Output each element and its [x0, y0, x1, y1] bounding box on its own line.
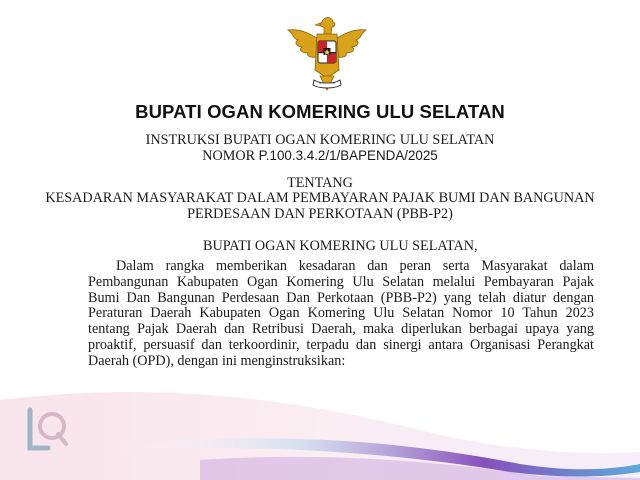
instruction-number: [0, 148, 640, 165]
lq-watermark-logo: [22, 404, 72, 460]
body-line: Peraturan Daerah Kabupaten Ogan Komering Ulu Selatan Nomor 10 Tahun 2023: [88, 305, 594, 322]
number-prefix: NOMOR: [202, 148, 256, 164]
body-line: Dalam rangka memberikan kesadaran dan peran serta Masyarakat dalam: [116, 258, 594, 274]
garuda-emblem-icon: [284, 14, 370, 100]
number-value: P.100.3.4.2/1/BAPENDA/2025: [258, 148, 438, 163]
tentang-label: TENTANG: [287, 175, 353, 191]
wave-decoration: [0, 360, 640, 480]
addressee: BUPATI OGAN KOMERING ULU SELATAN,: [203, 238, 478, 254]
body-line: Bumi Dan Bangunan Perdesaan Dan Perkotaan (PBB-P2) yang telah diatur dengan: [88, 289, 594, 306]
body-line: Pembangunan Kabupaten Ogan Komering Ulu Selatan melalui Pembayaran Pajak: [88, 273, 594, 290]
body-line: tentang Pajak Daerah dan Retribusi Daerah, maka diperlukan berbagai upaya yang: [88, 321, 594, 338]
subject-line-2: PERDESAAN DAN PERKOTAAN (PBB-P2): [187, 206, 453, 222]
subject-line-1: KESADARAN MASYARAKAT DALAM PEMBAYARAN PAJAK BUMI DAN BANGUNAN: [45, 190, 595, 206]
instruction-title: INSTRUKSI BUPATI OGAN KOMERING ULU SELATAN: [145, 132, 495, 148]
body-paragraph: [88, 259, 594, 370]
body-line: Daerah (OPD), dengan ini menginstruksikan:: [88, 352, 346, 369]
body-line: proaktif, persuasif dan terkoordinir, terpadu dan sinergi antara Organisasi Perangkat: [88, 336, 594, 353]
document-heading: BUPATI OGAN KOMERING ULU SELATAN: [135, 101, 505, 122]
